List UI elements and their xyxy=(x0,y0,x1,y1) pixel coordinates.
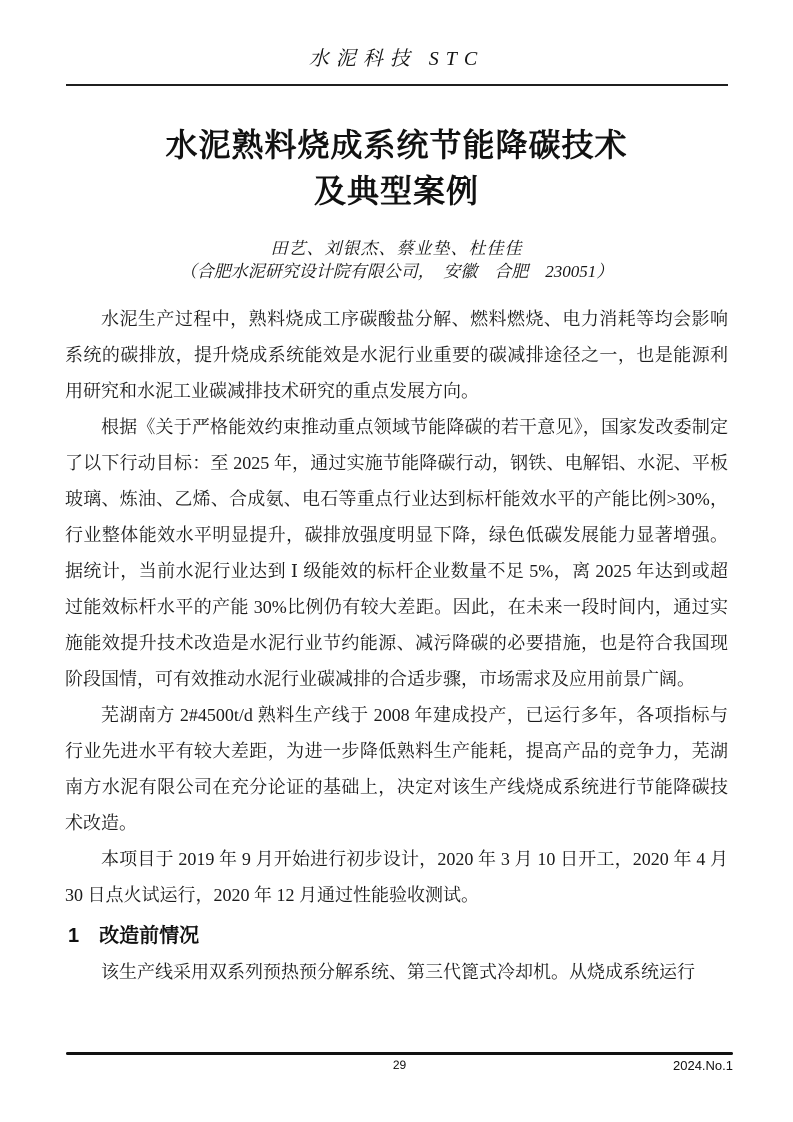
article-content xyxy=(65,122,728,990)
section-1-paragraph: 该生产线采用双系列预热预分解系统、第三代篦式冷却机。从烧成系统运行 xyxy=(101,962,695,982)
footer-divider-rule xyxy=(66,1052,733,1055)
article-title-line1: 水泥熟料烧成系统节能降碳技术 xyxy=(165,127,628,163)
section-1-title: 改造前情况 xyxy=(99,925,200,947)
header-divider-rule xyxy=(66,84,728,86)
article-title-line2: 及典型案例 xyxy=(313,173,479,209)
footer-issue-label: 2024.No.1 xyxy=(673,1058,733,1073)
authors-line: 田艺、刘银杰、蔡业垫、杜佳佳 xyxy=(270,239,523,258)
article-body xyxy=(65,301,728,990)
affiliation-line: （合肥水泥研究设计院有限公司， 安徽 合肥 230051） xyxy=(179,262,614,281)
journal-header-title: 水泥科技 STC xyxy=(308,48,485,70)
paragraph-4: 本项目于 2019 年 9 月开始进行初步设计，2020 年 3 月 10 日开工，2020 年 4 月 30 日点火试运行，2020 年 12 月通过性能验收测试。 xyxy=(65,849,728,905)
paragraph-2: 根据《关于严格能效约束推动重点领域节能降碳的若干意见》，国家发改委制定了以下行动目标：至 2025 年，通过实施节能降碳行动，钢铁、电解铝、水泥、平板玻璃、炼油、乙烯、合成氨、电石等重点行业达到标杆能效水平的产能比例>30%，行业整体能效水平明显提升，碳排放强度明显下降，绿色低碳发展能力显著增强。据统计，当前水泥行业达到 Ⅰ 级能效的标杆企业数量不足 5%，离 2025 年达到或超过能效标杆水平的产能 30%比例仍有较大差距。因此，在未来一段时间内，通过实施能效提升技术改造是水泥行业节约能源、减污降碳的必要措施，也是符合我国现阶段国情，可有效推动水泥行业碳减排的合适步骤，市场需求及应用前景广阔。 xyxy=(65,417,728,689)
section-1-heading xyxy=(65,922,728,950)
section-1-number: 1 xyxy=(68,925,80,947)
paragraph-1: 水泥生产过程中，熟料烧成工序碳酸盐分解、燃料燃烧、电力消耗等均会影响系统的碳排放，提升烧成系统能效是水泥行业重要的碳减排途径之一，也是能源利用研究和水泥工业碳减排技术研究的重点发展方向。 xyxy=(65,309,728,401)
footer-page-number: 29 xyxy=(392,1058,407,1072)
paragraph-3: 芜湖南方 2#4500t/d 熟料生产线于 2008 年建成投产，已运行多年，各项指标与行业先进水平有较大差距，为进一步降低熟料生产能耗，提高产品的竞争力，芜湖南方水泥有限公司在充分论证的基础上，决定对该生产线烧成系统进行节能降碳技术改造。 xyxy=(65,705,728,833)
